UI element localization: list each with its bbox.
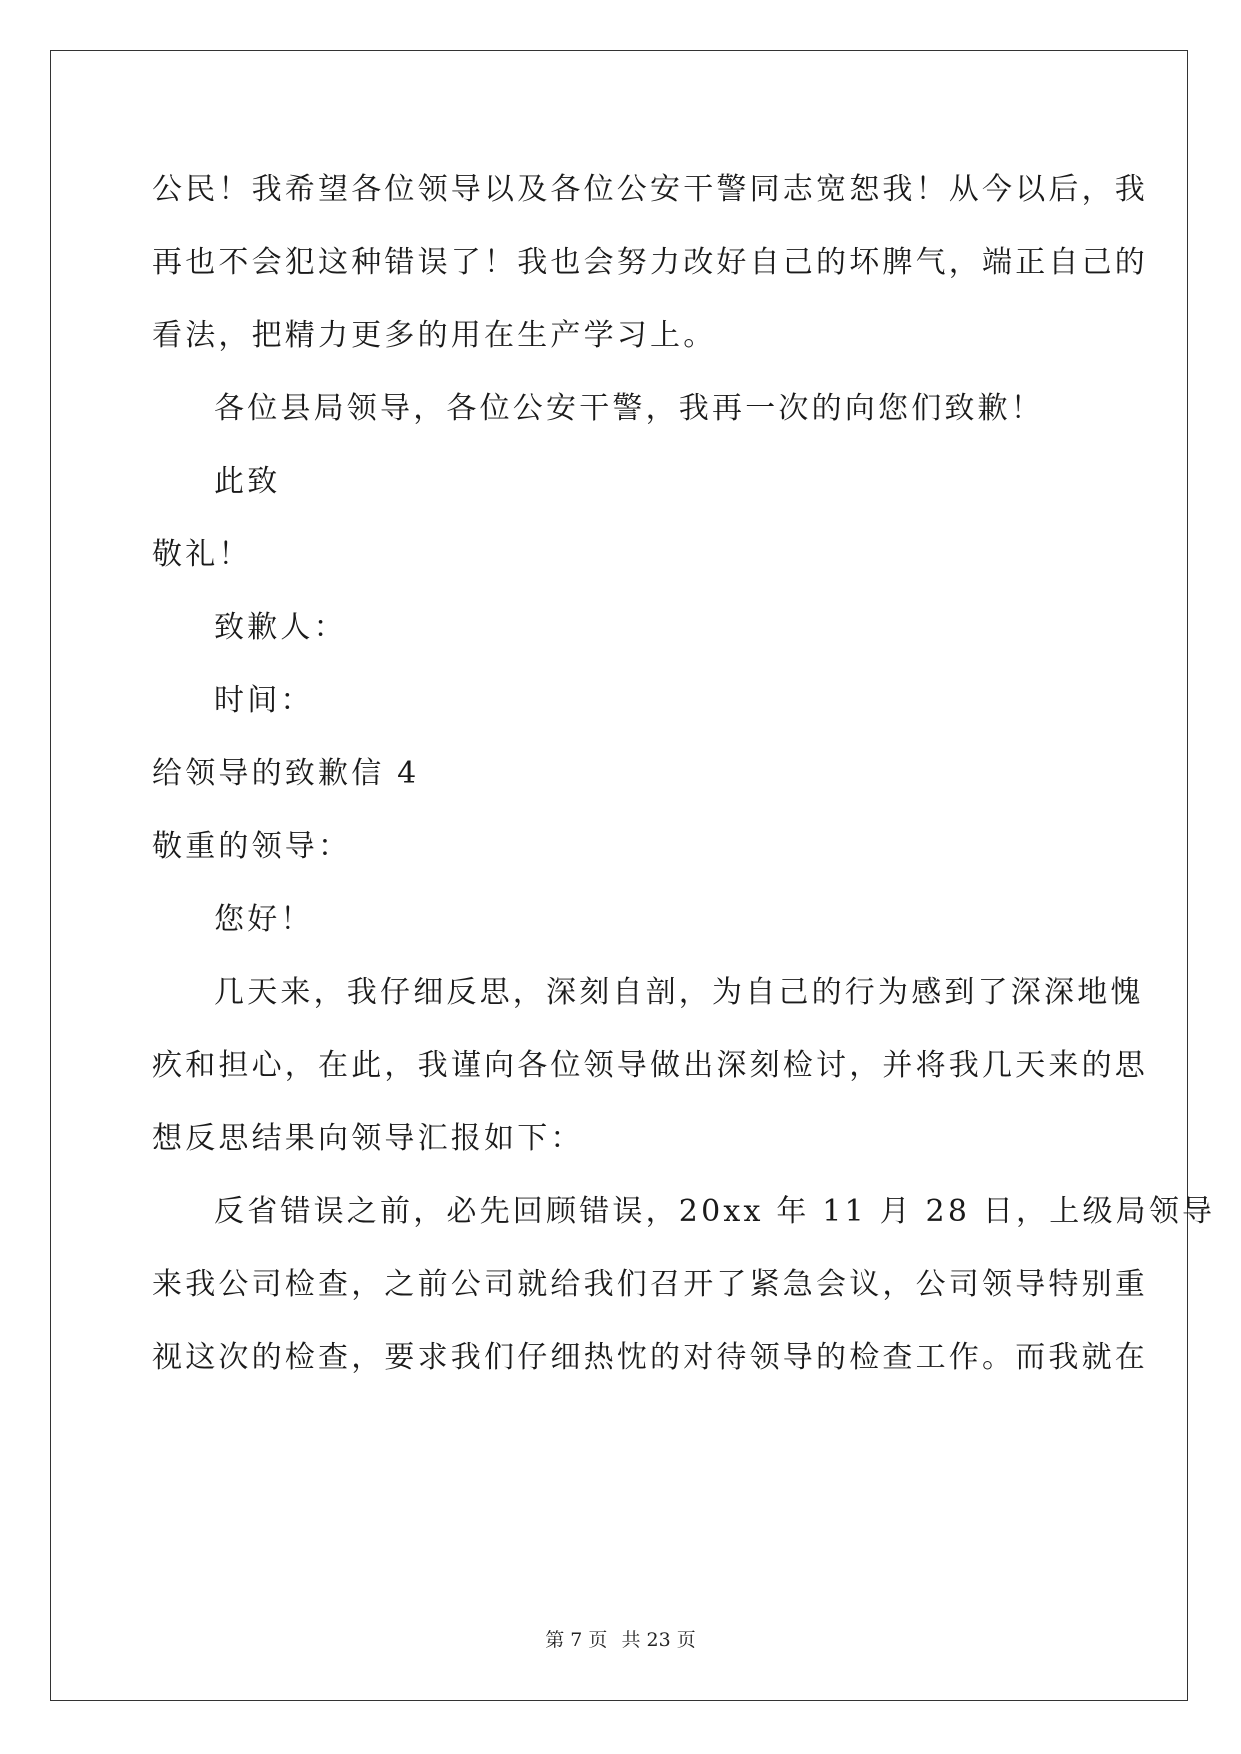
text-line: 各位县局领导，各位公安干警，我再一次的向您们致歉！ xyxy=(214,391,1044,426)
text-line: 视这次的检查，要求我们仔细热忱的对待领导的检查工作。而我就在 xyxy=(152,1340,1148,1375)
text-line: 时间： xyxy=(214,683,314,718)
text-line: 疚和担心，在此，我谨向各位领导做出深刻检讨，并将我几天来的思 xyxy=(152,1048,1148,1083)
text-line: 再也不会犯这种错误了！我也会努力改好自己的坏脾气，端正自己的 xyxy=(152,245,1148,280)
text-line: 敬重的领导： xyxy=(152,829,352,864)
page-footer xyxy=(0,1625,1241,1652)
text-line: 看法，把精力更多的用在生产学习上。 xyxy=(152,318,717,353)
section-heading: 给领导的致歉信 4 xyxy=(152,756,420,791)
text-line: 敬礼！ xyxy=(152,537,252,572)
page-number: 第 7 页 xyxy=(545,1629,608,1651)
text-line: 您好！ xyxy=(214,902,314,937)
text-line: 想反思结果向领导汇报如下： xyxy=(152,1121,584,1156)
text-line: 反省错误之前，必先回顾错误，20xx 年 11 月 28 日，上级局领导 xyxy=(214,1194,1216,1229)
text-line: 几天来，我仔细反思，深刻自剖，为自己的行为感到了深深地愧 xyxy=(214,975,1144,1010)
page-total: 共 23 页 xyxy=(621,1629,696,1651)
text-line: 来我公司检查，之前公司就给我们召开了紧急会议，公司领导特别重 xyxy=(152,1267,1148,1302)
text-line: 公民！我希望各位领导以及各位公安干警同志宽恕我！从今以后，我 xyxy=(152,172,1148,207)
page-border xyxy=(50,50,1188,1701)
text-line: 此致 xyxy=(214,464,281,499)
text-line: 致歉人： xyxy=(214,610,347,645)
